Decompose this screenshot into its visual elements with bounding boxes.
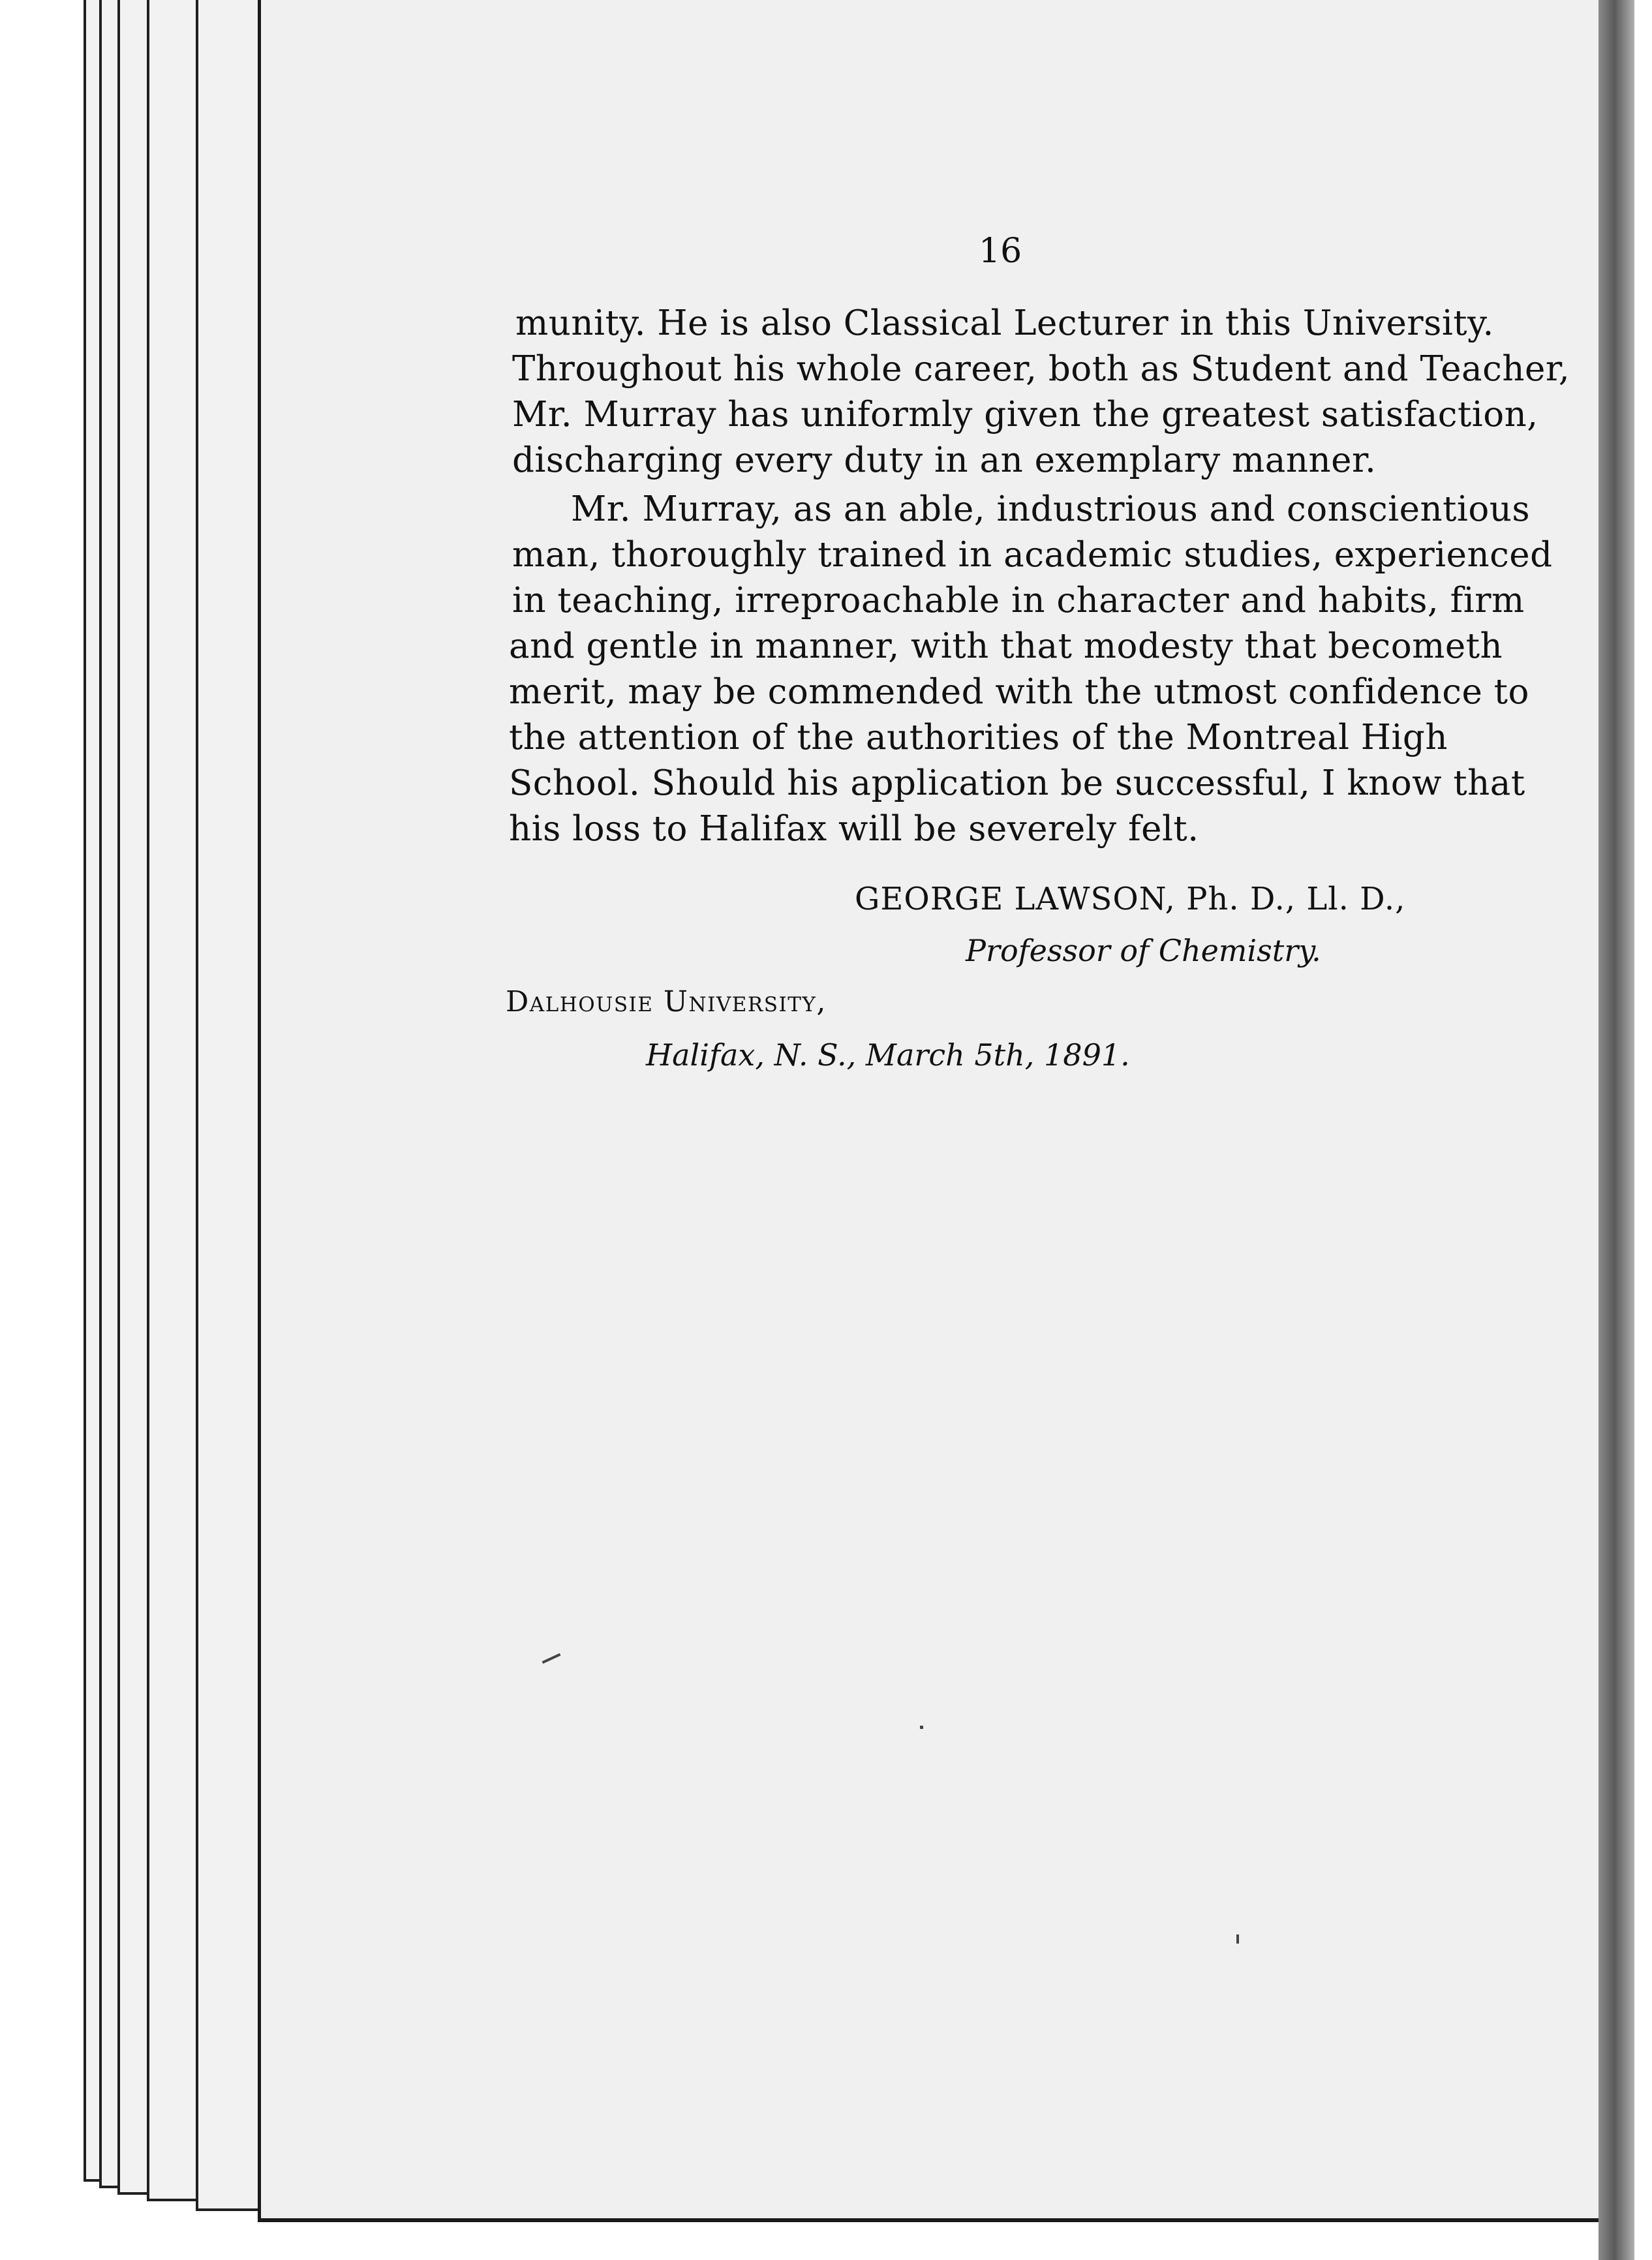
paragraph-1-line: munity. He is also Classical Lecturer in this University. [515, 303, 1494, 343]
page-number: 16 [979, 232, 1022, 271]
paragraph-1-line: Throughout his whole career, both as Student and Teacher, [512, 349, 1570, 389]
date-line: Halifax, N. S., March 5th, 1891. [646, 1037, 1130, 1073]
scan-speck [1236, 1934, 1239, 1944]
paragraph-2-line: man, thoroughly trained in academic studies, experienced [512, 535, 1553, 575]
paragraph-1-line: discharging every duty in an exemplary manner. [512, 440, 1377, 480]
place-line: Dalhousie University, [506, 985, 827, 1018]
paragraph-1-line: Mr. Murray has uniformly given the greatest satisfaction, [512, 395, 1538, 435]
scan-speck [920, 1726, 923, 1729]
paragraph-2-line: Mr. Murray, as an able, industrious and conscientious [571, 489, 1531, 529]
signature-title: Professor of Chemistry. [966, 933, 1321, 968]
page-edge [147, 0, 202, 2201]
paragraph-2-line: and gentle in manner, with that modesty that becometh [509, 626, 1503, 666]
paragraph-2-line: his loss to Halifax will be severely felt. [509, 809, 1199, 849]
paragraph-2-line: in teaching, irreproachable in character and habits, firm [512, 581, 1525, 620]
paragraph-2-line: merit, may be commended with the utmost confidence to [509, 672, 1529, 712]
signature-name: GEORGE LAWSON, Ph. D., Ll. D., [855, 881, 1406, 917]
paragraph-2-line: the attention of the authorities of the Montreal High [509, 718, 1448, 757]
scan-margin [1634, 0, 1652, 2260]
paragraph-2-line: School. Should his application be successful, I know that [509, 763, 1525, 803]
